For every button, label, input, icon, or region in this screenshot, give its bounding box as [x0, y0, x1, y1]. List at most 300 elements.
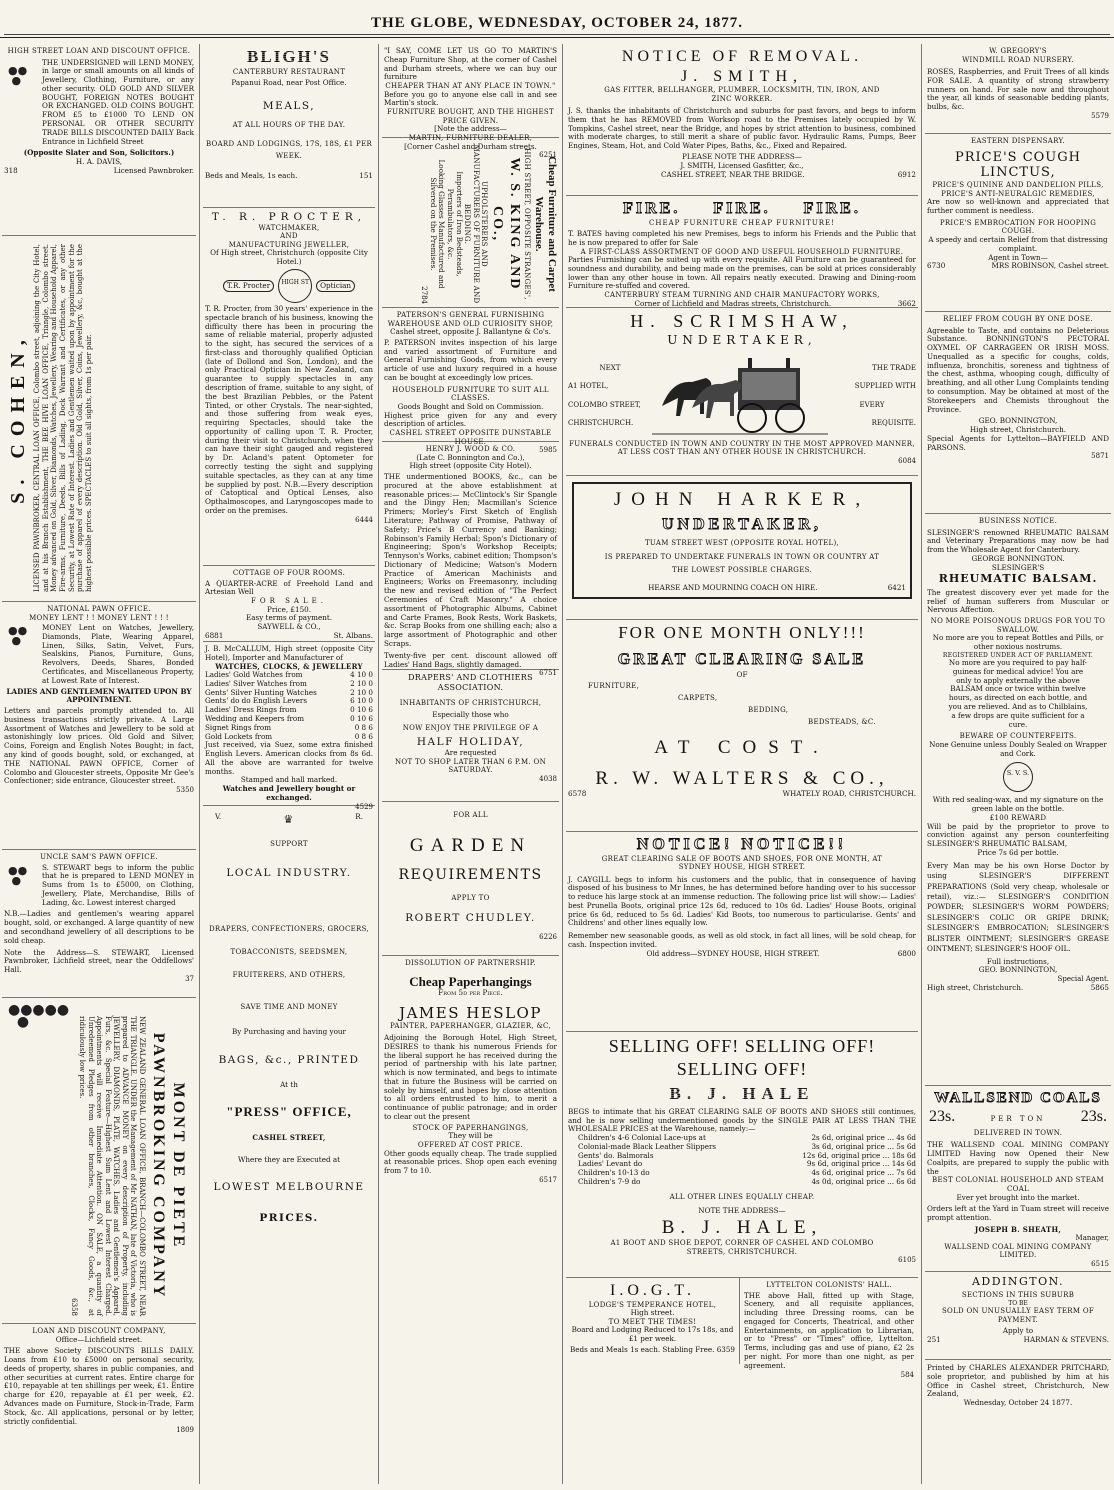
ad-place: WINDMILL ROAD NURSERY. [962, 55, 1074, 64]
ad-glass: Looking Glasses Manufactured and Silvered on the Premises. [428, 159, 447, 289]
ad-body: SECTIONS IN THIS SUBURB [961, 1291, 1075, 1300]
ad-slesingers: SLESINGER'S [991, 562, 1045, 572]
ad-heading: DISSOLUTION OF PARTNERSHIP. [405, 959, 536, 967]
ad-body: J. CAYGILL begs to inform his customers and the public, that in consequence of having disposed of his business to Mr Innes, he has determined before handing over to his successor to reduce his large stock at an immense reduction. The following price list will show:— Ladies' best Prunella Boots, original price 12s 6d, reduced to 10s 6d. Ladies' House Boots, original price 6s 6d, reduced to 5s 6d. Ladies' Kid Boots, too numerous to particularise. Gents' and Childrens' and other lines equally low. [568, 874, 916, 928]
ad-bags: BAGS, &c., PRINTED [218, 1054, 360, 1067]
ad-name: J. SMITH, [680, 67, 803, 85]
ad-b8: With red sealing-wax, and my signature on the green lable on the bottle. [932, 795, 1104, 814]
ad-number: 6881 [205, 630, 224, 640]
ad-trade: UPHOLSTERERS AND MANUFACTURERS OF FURNITURE AND BEDDING. [463, 144, 489, 304]
seal-icon: S. V. S. [1003, 762, 1033, 792]
ad-commission: Goods Bought and Sold on Commission. [397, 401, 544, 411]
ad-heading: EASTERN DISPENSARY. [970, 137, 1066, 145]
ad-body: BEGS to intimate that his GREAT CLEARING SALE OF BOOTS AND SHOES still continues, and he is now selling undermentioned goods by the SINGLE PAIR AT LESS THAN THE WHOLESALE PRICES at the Warehouse, namely:— [568, 1106, 916, 1134]
ad-role: Manager, [1075, 1234, 1109, 1243]
ad-b5: A speedy and certain Relief from that distressing complaint. [928, 234, 1108, 253]
ad-delivered: DELIVERED IN TOWN. [973, 1128, 1063, 1137]
ad-before: Before you go to anyone else call in and see Martin's stock. [384, 89, 557, 108]
ad-b4: REGISTERED UNDER ACT OF PARLIAMENT. [942, 651, 1094, 659]
ad-body: A QUARTER-ACRE of Freehold Land and Artesian Well [205, 578, 373, 597]
ad-cashel: CASHEL STREET OPPOSITE DUNSTABLE HOUSE. [389, 429, 552, 446]
ad-b3: No more are you to repeat Bottles and Pills, or other noxious nostrums. [932, 633, 1104, 652]
column-3 [382, 44, 559, 1484]
ad-fire-bates [566, 196, 918, 308]
ad-body: T. BATES having completed his new Premises, begs to inform his Friends and the Public that he is now prepared to offer for Sale [568, 229, 916, 247]
ad-number: 6358 [69, 1298, 78, 1316]
ad-body: J. B. McCALLUM, High street (opposite City Hotel), Importer and Manufacturer of [205, 644, 373, 662]
ad-b5: No more are you required to pay half-guineas for medical advice! You are only to apply externally the above BALSAM once or twice within twelve hours, as directed on each bottle, and you are relieved. And as to Chilblains, a few drops are quite sufficient for a cure. [948, 658, 1088, 729]
ad-number: 6251 [539, 151, 557, 160]
ad-addington [925, 1272, 1111, 1360]
ad-caygill [566, 832, 918, 1032]
ad-furniture: FURNITURE, [588, 682, 640, 691]
ad-number: 6359 [716, 1344, 735, 1354]
item-name: Wedding and Keepers from [205, 714, 305, 723]
ad-lodge: LODGE'S TEMPERANCE HOTEL, [588, 1300, 717, 1309]
ad-note: Just received, via Suez, some extra finished English Levers. American clocks from 8s 6d. All the above are warranted for twelve months. [205, 740, 373, 776]
ad-half-holiday: HALF HOLIDAY, [416, 736, 525, 749]
ad-address: (Opposite Slater and Son, Solicitors.) [23, 148, 175, 158]
ad-number: 6421 [887, 583, 906, 593]
ad-name: JOSEPH B. SHEATH, [974, 1224, 1062, 1234]
ad-b10: Every Man may be his own Horse Doctor by using SLESINGER'S DIFFERENT PREPARATIONS (Sold very cheap, wholesale or retail), viz.:— SLESINGER'S CONDITION POWDER; SLESINGER'S WORM POWDERS; SLESINGER'S COLIC OR GRIPE DRINK; SLESINGER'S EMBROCATION; SLESINGER'S BLISTER OINTMENT; SLESINGER'S GREASE OINTMENT; SLESINGER'S HOOF OIL. [927, 860, 1109, 954]
ad-address: Corner of Lichfield and Madras streets, Christchurch. [634, 298, 832, 308]
ad-address: A1 BOOT AND SHOE DEPOT, CORNER OF CASHEL AND COLOMBO STREETS, CHRISTCHURCH. [610, 1239, 874, 1256]
ad-best: BEST COLONIAL HOUSEHOLD AND STEAM COAL [932, 1176, 1104, 1193]
ad-address: HIGH STREET, OPPOSITE STRANGES', [523, 148, 532, 300]
ad-title: ADDINGTON. [971, 1275, 1065, 1288]
ad-initial: R. [355, 812, 363, 821]
ad-slesinger [925, 514, 1111, 1086]
ad-subtitle: CHEAP FURNITURE CHEAP FURNITURE! [649, 218, 835, 227]
ad-title: BLIGH'S [205, 47, 373, 68]
newspaper-title: THE GLOBE, WEDNESDAY, OCTOBER 24, 1877. [370, 15, 743, 31]
ad-name: JAMES HESLOP [399, 1004, 542, 1023]
ad-orders: Orders left at the Yard in Tuam street will receive prompt attention. [927, 1204, 1109, 1223]
ad-procter [203, 208, 375, 566]
column-rule [562, 44, 563, 1484]
ad-old-address: Old address—SYDNEY HOUSE, HIGH STREET. [646, 948, 820, 958]
ad-inhabitants: INHABITANTS OF CHRISTCHURCH, [399, 698, 542, 707]
ad-heading: LOAN AND DISCOUNT COMPANY, [32, 1327, 166, 1335]
ad-smith-removal [566, 44, 918, 196]
ad-loan-discount [2, 1324, 196, 1482]
ad-agents: Special Agents for Lyttelton—BAYFIELD AND PARSONS. [927, 433, 1109, 452]
item-price: 2 10 0 [350, 678, 373, 688]
ad-sign: B. J. HALE, [661, 1217, 823, 1239]
ad-name: HENRY J. WOOD & CO. [425, 445, 516, 453]
ad-agent: HARMAN & STEVENS. [1023, 1335, 1109, 1345]
ad-title: I.O.G.T. [609, 1282, 696, 1299]
item-price: 6 10 0 [350, 696, 373, 706]
ad-number: 5579 [1091, 111, 1109, 120]
ad-heading: WATCHES, CLOCKS, & JEWELLERY [215, 661, 363, 671]
hearse-illustration [652, 352, 828, 440]
ad-right-text [828, 359, 916, 432]
ad-terms: Easy terms of payment. [245, 613, 333, 623]
ad-location: St. Albans. [333, 630, 373, 640]
ad-number: 6912 [897, 169, 916, 179]
masthead-rule [4, 34, 1110, 35]
ad-assortment: A FIRST-CLASS ASSORTMENT OF GOOD AND USEFUL HOUSEHOLD FURNITURE. [580, 247, 904, 256]
ad-next: NEXT [599, 364, 621, 373]
ad-price-left: 23s. [929, 1108, 956, 1126]
ad-left-text [568, 359, 652, 432]
ad-price: Price, £150. [267, 604, 311, 614]
ad-footer: FUNERALS CONDUCTED IN TOWN AND COUNTRY IN THE MOST APPROVED MANNER, AT LESS COST THAN ANY OTHER HOUSE IN CHRISTCHURCH. [569, 439, 915, 457]
ad-name: W. GREGORY'S [989, 47, 1047, 55]
ad-number: 6084 [898, 456, 916, 465]
ad-name: H. A. DAVIS, [75, 157, 123, 167]
ad-cost: AT COST. [654, 737, 830, 759]
ad-ever: Ever yet brought into the market. [956, 1192, 1080, 1202]
ad-per-ton: PER TON [990, 1115, 1046, 1124]
ad-body: ROSES, Raspberries, and Fruit Trees of all kinds FOR SALE. A quantity of strong strawberry runners on hand. For sale now and throughout the year, all kinds of seasonable bedding plants, bulbs, &c. [927, 67, 1109, 112]
ad-title: RHEUMATIC BALSAM. [938, 572, 1098, 586]
ad-number: 5865 [1090, 982, 1109, 992]
ad-national-pawn [2, 602, 196, 850]
item-price: 9s 6d, original price ... 14s 6d [806, 1159, 916, 1169]
price-list [568, 1134, 916, 1187]
ad-king [382, 138, 559, 308]
ad-price: Price 7s 6d per bottle. [977, 847, 1059, 857]
ad-apply: Apply to [1002, 1326, 1034, 1336]
ad-number: 2784 [419, 286, 428, 304]
item-name: Children's 4-6 Colonial Lace-ups at [578, 1133, 706, 1143]
ad-b6: BEWARE OF COUNTERFEITS. [959, 732, 1077, 741]
ad-late: (Late C. Bonnington and Co.), [416, 452, 525, 462]
ad-martin [382, 44, 559, 160]
ad-gregory [925, 44, 1111, 134]
ad-cottage [203, 566, 375, 642]
item-price: 0 8 6 [354, 731, 373, 741]
item-name: Ladies' Dress Rings from [205, 705, 297, 715]
ad-heading: COTTAGE OF FOUR ROOMS. [232, 569, 346, 577]
ad-walters [566, 620, 918, 832]
ad-body: P. PATERSON invites inspection of his large and varied assortment of Furniture and General Furnishing Goods, from which every article of use and luxury required in a house can be bought at exceedingly low prices. [384, 337, 557, 382]
ad-number: 151 [359, 170, 373, 180]
ad-address: Of High street, Christchurch (opposite City Hotel.) [210, 248, 368, 267]
ad-cohen [2, 236, 196, 602]
ad-number: 4038 [539, 774, 557, 783]
ad-highest: Highest price given for any and every description of articles. [384, 410, 557, 429]
imprint [925, 1360, 1111, 1412]
ad-board: BOARD AND LODGINGS, 17S, 18S, £1 PER WEEK. [205, 140, 373, 160]
item-name: Ladies' Levant do [578, 1159, 643, 1169]
ad-callout: LADIES AND GENTLEMEN WAITED UPON BY APPOINTMENT. [6, 686, 192, 705]
ad-address: High street (opposite City Hotel). [409, 461, 532, 471]
ad-heading: UNCLE SAM'S PAWN OFFICE. [40, 853, 158, 861]
ad-industry: LOCAL INDUSTRY. [226, 866, 352, 879]
item-price: 4s 0d, original price ... 6s 6d [811, 1176, 916, 1186]
stamp-right: Optician [316, 280, 355, 293]
item-name: Gents' Silver Hunting Watches [205, 687, 317, 697]
ad-title: GARDEN [409, 834, 532, 856]
ad-footer: Other goods equally cheap. The trade supplied at reasonable prices. Shop open each evening from 7 to 10. [384, 1148, 557, 1176]
ad-body: LICENSED PAWNBROKER, CENTRAL LOAN OFFICE, Colombo street, adjoining the City Hotel, and at his Branch Establishment, THE BEE HIVE LOAN OFFICE, Triangle, Colombo street. Money advanced on Gold, Silver, Diamonds, Watches, Jewellery, Wearing and Household Apparel, Fire-arms, Furniture, Deeds, Bills of Lading, Dock Warrant and Certificates, or any other Security, at Lowest Rate of Interest. Ladies and Gentlemen waited upon by appointment for the purchase of apparel of every description. Old Gold, Silver, Coins, Jewellery, &c, bought at the highest possible prices. SPECTACLES to suit all sights, from 1s per pair. [33, 244, 93, 592]
ad-heading: NATIONAL PAWN OFFICE. [47, 605, 151, 613]
ad-name: CANTERBURY RESTAURANT [232, 67, 346, 76]
item-name: Ladies' Gold Watches from [205, 670, 303, 680]
ad-note: [Note the address— [434, 124, 507, 134]
ad-body: THE above Society DISCOUNTS BILLS DAILY. Loans from £10 to £5000 on personal security, deeds of property, shares in public companies, and other securities at current rates. Entire charge for £10, repayable at ten shillings per week, £1. Entire charge for £20, repayable at £1 per week, £2. Advances made on Furniture, Stock-in-Trade, Farm Stock, &c. All applications, personal or by letter, strictly confidential. [4, 1346, 194, 1426]
stamp-center: HIGH ST [278, 269, 312, 303]
price-row [578, 1178, 916, 1187]
ad-body: MONEY Lent on Watches, Jewellery, Diamonds, Plate, Wearing Apparel, Linen, Silks, Satin, Velvet, Furs, Sealskins, Pianos, Furniture, Guns, Revolvers, Deeds, Shares, Bonded Certificates, and Miscellaneous Property, at Lowest Rate of Interest. [42, 623, 194, 685]
ad-note: NOTE THE ADDRESS— [698, 1206, 786, 1216]
ad-nb: N.B.—Ladies and gentlemen's wearing apparel bought, sold, or exchanged. A large quantity of new and secondhand jewellery of all descriptions to be sold cheap. [4, 909, 194, 945]
column-rule [378, 44, 379, 1484]
ad-drapers [382, 670, 559, 802]
ad-high-street-loan [2, 44, 196, 236]
ad-b2: NO MORE POISONOUS DRUGS FOR YOU TO SWALLOW. [930, 617, 1106, 634]
column-5 [925, 44, 1111, 1484]
ad-title: SELLING OFF! SELLING OFF! SELLING OFF! [608, 1036, 876, 1079]
ad-trade-2: MANUFACTURING JEWELLER, [228, 240, 350, 249]
ad-lowest: LOWEST MELBOURNE [213, 1181, 365, 1194]
stamp-left: T.R. Procter [223, 280, 274, 293]
ad-at: At th [280, 1080, 298, 1090]
ad-every: EVERY [859, 400, 885, 409]
ad-wood [382, 442, 559, 678]
ad-uncle-sams [2, 850, 196, 998]
ad-number: 4529 [355, 802, 373, 811]
ad-beds: Beds and Meals 1s each. Stabling Free. [570, 1344, 715, 1354]
ad-subtitle: Cheap Furniture and Carpet Warehouse. [532, 156, 558, 292]
ad-number: 6578 [568, 789, 587, 799]
item-price: 2s 6d, original price ... 4s 6d [811, 1133, 916, 1143]
column-4 [566, 44, 918, 1484]
ad-body: "I SAY, COME LET US GO TO MARTIN'S Cheap Furniture Shop, at the corner of Cashel and Durham streets, where we can buy our furniture [384, 46, 557, 82]
ad-body: SLESINGER'S renowned RHEUMATIC BALSAM and Veterinary Preparations may now be had from the Wholesale Agent for Canterbury. [927, 527, 1109, 555]
ad-number: 5871 [1091, 452, 1109, 461]
ad-number: 251 [927, 1335, 941, 1345]
ad-and: AND [280, 232, 298, 241]
ad-name: GEORGE BONNINGTON. [971, 553, 1065, 563]
item-name: Gents' do. Balmorals [578, 1150, 654, 1160]
ad-address: CASHEL STREET, NEAR THE BRIDGE. [661, 169, 805, 179]
ad-body: THE UNDERSIGNED will LEND MONEY, in large or small amounts on all kinds of Jewellery, Clothing, Furniture, or any other security. OLD GOLD AND SILVER BOUGHT, FOREIGN NOTES BOUGHT OR EXCHANGED. OLD COINS BOUGHT. FROM £5 to £1000 TO LEND ON PERSONAL OR OTHER SECURITY TRADE BILLS DISCOUNTED DAILY Back Entrance in Lichfield Street [42, 57, 195, 146]
ad-body: THE undermentioned BOOKS, &c., can be procured at the above establishment at reasonable prices:— McClintock's Sir Spangle and the Dingy Hen; Macmillan's Science Primers; Morley's First Sketch of English Literature; Pathway of Promise, Pathway of Safety; Price's B Currency and Banking; Robinson's Family Herbal; Spon's Dictionary of Engineering; Spon's Workshop Receipts; Tennyson's Works, cabinet edition; Thompson's Dictionary of Medicine; Watson's Modern Practice of American Machinists and Engineers; Works on Freemasonry, including the new and revised edition of "The Perfect Ceremonies of Craft Masonry." A choice assortment of Photographic Albums, Cabinet and Carte Frames, Book Rests, Work Baskets, &c. Scrap Books from one shilling each; also a large assortment of Photographic and other Scraps. [384, 472, 557, 648]
ad-street: CASHEL STREET, [252, 1132, 326, 1142]
ad-christchurch: CHRISTCHURCH. [568, 418, 634, 427]
ad-name: GEO. BONNINGTON, [978, 416, 1058, 426]
ad-bedding: BEDDING, [748, 706, 789, 715]
ad-hours: AT ALL HOURS OF THE DAY. [232, 120, 346, 129]
item-price: 12s 6d, original price ... 18s 6d [802, 1150, 916, 1160]
item-name: Signet Rings from [205, 722, 272, 732]
crown-icon: ♛ [283, 813, 294, 826]
ad-cheaper: CHEAPER THAN AT ANY PLACE IN TOWN." [385, 82, 556, 91]
item-name: Children's 10-13 do [578, 1168, 650, 1178]
ad-trade: GAS FITTER, BELLHANGER, PLUMBER, LOCKSMITH, TIN, IRON, AND ZINC WORKER. [604, 86, 880, 103]
ad-number: 6105 [898, 1256, 916, 1265]
ad-heading: RELIEF FROM COUGH BY ONE DOSE. [943, 315, 1093, 323]
item-name: Ladies' Silver Watches from [205, 678, 307, 688]
ad-iogt [566, 1278, 740, 1364]
ad-title: FIRE. FIRE. FIRE. [623, 200, 861, 217]
ad-garden [382, 802, 559, 956]
ad-number: 6517 [539, 1176, 557, 1184]
ad-other: ALL OTHER LINES EQUALLY CHEAP. [669, 1192, 815, 1201]
ad-colombo: COLOMBO STREET, [568, 400, 641, 409]
ad-full: Full instructions, [986, 956, 1050, 966]
ad-number: 5985 [539, 446, 557, 455]
ad-b3: Are now so well-known and appreciated that further comment is needless. [927, 197, 1109, 216]
rotated-advert [69, 1016, 188, 1316]
ad-bligh-restaurant [203, 44, 375, 208]
rotated-advert [6, 244, 93, 592]
ad-b2: PRICE'S ANTI-NEURALGIC REMEDIES, [941, 189, 1095, 198]
ad-scrimshaw [566, 308, 918, 476]
ad-title: W. S. KING AND CO., [489, 157, 522, 291]
column-rule [921, 44, 922, 1484]
ad-body: THE WALLSEND COAL MINING COMPANY LIMITED Having now Opened their New Coalpits, are prepared to supply the public with the [927, 1140, 1109, 1176]
ad-the-trade: THE TRADE [872, 364, 916, 373]
ad-footer: Watches and Jewellery bought or exchanged. [222, 784, 356, 803]
ad-meals: MEALS, [262, 100, 316, 113]
ad-b1: The greatest discovery ever yet made for the relief of human sufferers from Muscular or Nervous Affection. [927, 587, 1109, 615]
pawnbroker-balls-icon: ●● ● [8, 624, 28, 647]
ad-number: 6800 [897, 948, 916, 958]
column-1 [2, 44, 196, 1484]
ad-price-right: 23s. [1080, 1108, 1107, 1126]
column-2 [203, 44, 375, 1484]
item-name: Gents' do do English Levers [205, 696, 308, 706]
ad-b7: None Genuine unless Doubly Sealed on Wrapper and Cork. [929, 739, 1107, 758]
ad-import: Importers of Iron Bedsteads, Perambulators, &c. [446, 171, 464, 277]
price-list [205, 671, 373, 741]
ad-heslop [382, 956, 559, 1256]
item-price: 3s 6d, original price ... 5s 6d [811, 1141, 916, 1151]
pawnbroker-balls-icon: ●●●●● ● [8, 1002, 70, 1030]
ad-eastern-dispensary [925, 134, 1111, 312]
ad-address: [Corner Cashel and Durham streets. [404, 141, 537, 151]
ad-harker [566, 476, 918, 620]
ad-sale: FOR SALE. [251, 597, 327, 606]
ad-address: High street, Christchurch. [927, 982, 1024, 992]
ad-title: FOR ONE MONTH ONLY!!! [618, 623, 866, 642]
ad-reward: £100 REWARD [989, 814, 1047, 823]
ad-body-2: Parties Furnishing can be suited up with every requisite. All Furniture can be guaranteed for soundness and durability, and being made on the premises, can be sold at prices considerably lower than any other house in town. All repairs neatly executed. Drawing and Dining-room Furniture re-stuffed and covered. [568, 255, 916, 291]
ad-address: WHATELY ROAD, CHRISTCHURCH. [782, 789, 916, 799]
ad-number: 584 [900, 1370, 914, 1379]
ad-body: S. STEWART begs to inform the public that he is prepared to LEND MONEY in Sums from 1s to £5000, on Clothing, Jewellery, Plate, Merchandise, Bills of Lading, &c. Lowest interest charged [42, 862, 194, 907]
ad-works: CANTERBURY STEAM TURNING AND CHAIR MANUFACTORY WORKS, [604, 291, 880, 300]
ad-note: Note the Address—S. STEWART, Licensed Pawnbroker, Lichfield street, near the Oddfellows' Hall. [4, 947, 194, 975]
ad-title: Cheap Paperhangings [409, 973, 532, 989]
ad-meet: TO MEET THE TIMES! [608, 1317, 697, 1326]
ad-trade: PAINTER, PAPERHANGER, GLAZIER, &C, [390, 1022, 551, 1031]
ad-name: JOHN HARKER, [613, 489, 871, 510]
ad-stamp: Stamped and hall marked. [240, 775, 338, 785]
item-name: Colonial-made Black Leather Slippers [578, 1141, 717, 1151]
ad-b4: PRICE'S EMBROCATION FOR HOOPING COUGH. [939, 218, 1097, 236]
ad-number: 6444 [355, 515, 373, 524]
ad-heading: LYTTELTON COLONISTS' HALL. [766, 1281, 892, 1289]
ad-title: WALLSEND COALS [934, 1090, 1102, 1106]
ad-high: High street. [630, 1308, 675, 1318]
ad-bonnington-oxymel [925, 312, 1111, 514]
ad-subheading: Office—Lichfield street. [55, 1334, 143, 1344]
ad-title: S. COHEN, [7, 332, 29, 504]
ad-now: NOW ENJOY THE PRIVILEGE OF A [402, 723, 539, 732]
ad-sign: J. SMITH, Licensed Gasfitter, &c., [680, 160, 804, 170]
ad-especially: Especially those who [432, 710, 509, 720]
item-price: 0 10 6 [350, 705, 373, 715]
ad-title: PRICE'S COUGH LINCTUS, [954, 149, 1081, 181]
ad-sale: GREAT CLEARING SALE [617, 650, 867, 668]
item-name: Gold Lockets from [205, 731, 273, 741]
ad-number: 6515 [1091, 1260, 1109, 1268]
ad-number: 6226 [539, 933, 557, 942]
ad-body-2: Letters and parcels promptly attended to. All business transactions strictly private. A Large Assortment of Watches and Jewellery to be sold at astonishingly low prices. Old Gold and Silver, Coins, Foreign and English Notes Bought; in fact, any kind of goods bought, sold, or exchanged, at THE NATIONAL PAWN OFFICE, Corner of Colombo and Gloucester streets, Opposite Mr Gee's Confectioner; side entrance, Gloucester street. [4, 706, 194, 786]
ad-address: TUAM STREET WEST (OPPOSITE ROYAL HOTEL), [644, 538, 840, 547]
ad-number: 6751 [539, 669, 557, 678]
ad-bedsteads: BEDSTEADS, &C. [808, 718, 876, 727]
rotated-advert [419, 144, 558, 304]
column-rule [199, 44, 200, 1484]
ad-hale [566, 1032, 918, 1278]
ad-support: SUPPORT [270, 840, 308, 849]
ad-heading: HIGH STREET LOAN AND DISCOUNT OFFICE. [7, 47, 191, 55]
ad-border-frame [572, 482, 912, 599]
ad-save: SAVE TIME AND MONEY [240, 1003, 338, 1012]
ad-name: B. J. HALE [568, 1084, 916, 1105]
ad-number: 3662 [897, 298, 916, 308]
ad-trade: UNDERTAKER, [661, 516, 823, 534]
ad-local-industry [203, 806, 375, 1326]
ad-trade: UNDERTAKER, [667, 332, 817, 347]
ad-body: Adjoining the Borough Hotel, High Street, DESIRES to thank his numerous Friends for the liberal support he has received during the period of partnership with his late partner, which is now terminated, and begs to intimate that in future the Business will be carried on solely by himself, and hopes by close attention to all orders entrusted to him, to merit a continuance of public patronage; and in order to clear out the present [384, 1033, 557, 1122]
ad-signature: Licensed Pawnbroker. [113, 165, 194, 175]
pawnbroker-balls-icon: ●● ● [8, 864, 28, 887]
ad-carpets: CARPETS, [678, 694, 718, 703]
item-price: 0 10 6 [350, 714, 373, 723]
ad-press: "PRESS" OFFICE, [226, 1103, 352, 1119]
ad-a1: A1 HOTEL, [568, 382, 609, 391]
ad-of: OF [736, 670, 748, 680]
ad-number: 1809 [176, 1426, 194, 1435]
ad-body: J. S. thanks the inhabitants of Christchurch and suburbs for past favors, and begs to inform them that he has REMOVED from Worksop road to the Premises lately occupied by W. Tompkins, Cashel street, near the Bridge, and hopes by strict attention to business, combined with moderate charges, to still merit a share of public favor. Hydraulic Rams, Pumps, Beer Engines, Steam, Hot, and Cold Water Pipes, Baths, &c., Fixed and Repaired. [568, 106, 916, 151]
ad-to-be: TO BE [1008, 1299, 1028, 1307]
ad-b9: Will be paid by the proprietor to prove to conviction against any person counterfeiting SLESINGER'S RHEUMATIC BALSAM, [927, 821, 1109, 849]
ad-by: By Purchasing and having your [231, 1026, 346, 1036]
ad-heading: NOTICE OF REMOVAL. [621, 48, 863, 65]
ad-subheading: MONEY LENT ! ! MONEY LENT ! ! ! [29, 613, 169, 622]
ad-subtitle: GREAT CLEARING SALE OF BOOTS AND SHOES, FOR ONE MONTH, AT SYDNEY HOUSE, HIGH STREET. [601, 854, 883, 872]
ad-name: MRS ROBINSON, Cashel street. [991, 261, 1109, 271]
ad-they: They will be [448, 1131, 493, 1141]
ad-mccallum [203, 642, 375, 811]
ad-number: 37 [185, 974, 194, 983]
ad-hearse: HEARSE AND MOURNING COACH ON HIRE. [648, 583, 818, 593]
ad-number: 6730 [927, 261, 946, 271]
ad-body: IS PREPARED TO UNDERTAKE FUNERALS IN TOWN OR COUNTRY AT THE LOWEST POSSIBLE CHARGES. [604, 553, 880, 574]
imprint-date: Wednesday, October 24 1877. [963, 1398, 1073, 1408]
ad-wallsend-coals [925, 1086, 1111, 1272]
ad-where: Where they are Executed at [237, 1155, 341, 1165]
ad-company: WALLSEND COAL MINING COMPANY LIMITED. [944, 1242, 1092, 1260]
ad-discount: Twenty-five per cent. discount allowed off Ladies' Hand Bags, slightly damaged. [384, 650, 557, 669]
item-price: 4 10 0 [350, 670, 373, 680]
ad-name: R. W. WALTERS & CO., [595, 768, 889, 790]
ad-heading: DRAPERS' AND CLOTHIERS ASSOCIATION. [408, 673, 533, 692]
ad-title: T. R. PROCTER, [211, 211, 367, 223]
optician-stamp [205, 269, 373, 303]
ad-mont-de-piete [2, 998, 196, 1324]
ad-goods [568, 680, 916, 728]
